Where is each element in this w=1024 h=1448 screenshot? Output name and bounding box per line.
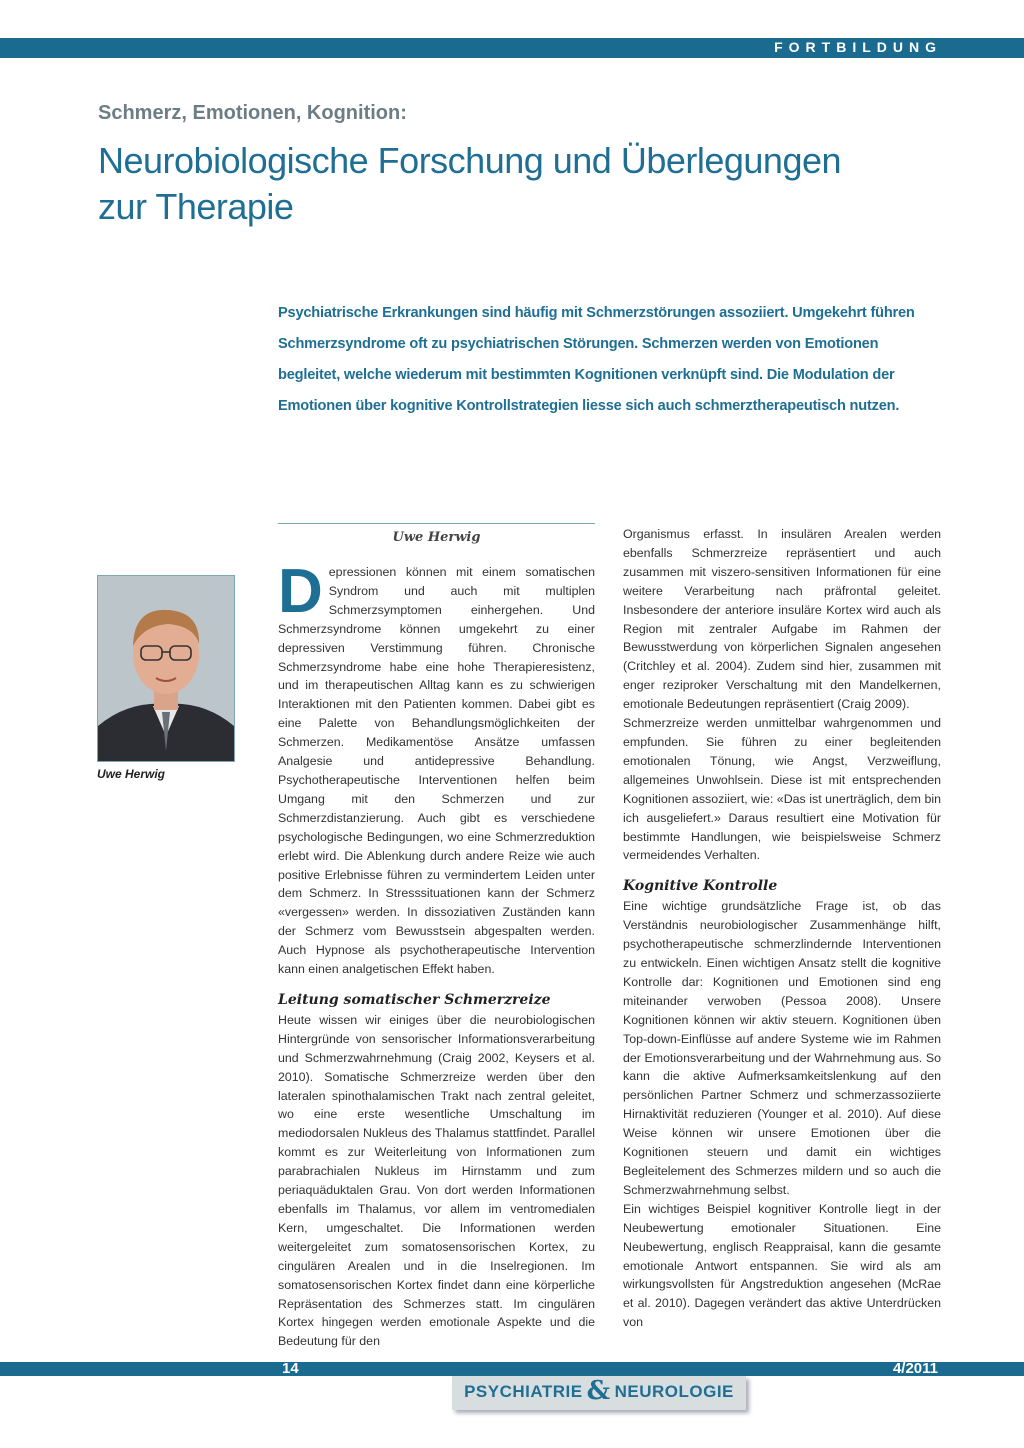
journal-logo	[452, 1376, 746, 1410]
paragraph-kontrolle: Eine wichtige grundsätzliche Frage ist, ob das Verständnis neurobiologischer Zusammenhänge hilft, psychotherapeutische schmerzlindernde Interventionen zu entwickeln. Einen wichtigen Ansatz stellt die kognitive Kontrolle dar: Kognitionen und Emotionen sind eng miteinander verwoben (Pessoa 2008). Unsere Kognitionen können wir aktiv steuern. Kognitionen üben Top-down-Einflüsse auf andere Systeme wie im Rahmen der Emotionsverarbeitung und der Wahrnehmung aus. So kann die aktive Aufmerksamkeitslenkung auf den persönlichen Partner Schmerz und schmerzassoziierte Hirnaktivität reduzieren (Younger et al. 2010). Auf diese Weise können wir unsere Emotionen über die Kognitionen steuern und damit ein wichtiges Begleitelement des Schmerzes mildern und so auch die Schmerzwahrnehmung selbst.	[623, 899, 941, 1197]
author-byline: Uwe Herwig	[392, 530, 481, 545]
article-kicker: Schmerz, Emotionen, Kognition:	[98, 102, 407, 124]
journal-name-left: PSYCHIATRIE	[464, 1382, 583, 1401]
page-number: 14	[282, 1360, 299, 1377]
paragraph-leitung: Heute wissen wir einiges über die neurobiologischen Hintergründe von sensorischer Informationsverarbeitung und Schmerzwahrnehmung (Craig 2002, Keysers et al. 2010). Somatische Schmerzreize werden über den lateralen spinothalamischen Trakt nach zentral geleitet, wo eine erste wesentliche Umschaltung im mediodorsalen Nukleus des Thalamus stattfindet. Parallel kommt es zur Weiterleitung von Informationen zum parabrachialen Nukleus im Hirnstamm und zum periaquäduktalen Grau. Von dort werden Informationen ebenfalls im Thalamus, vor allem im ventromedialen Kern, umgeschaltet. Die Informationen werden weitergeleitet zum somatosensorischen Kortex, zu cingulären Arealen und in die Inselregionen. Im somatosensorischen Kortex findet dann eine körperliche Repräsentation des Schmerzes statt. Im cingulären Kortex hingegen werden emotionale Aspekte und die Bedeutung für den	[278, 1012, 595, 1349]
subheading-leitung: Leitung somatischer Schmerzreize	[278, 991, 551, 1008]
drop-cap: D	[278, 557, 323, 626]
photo-caption: Uwe Herwig	[97, 767, 166, 781]
intro-text: epressionen können mit einem somatischen Syndrom und auch mit multiplen Schmerzsymptomen einhergehen. Und Schmerzsyndrome können umgekehrt zu einer depressiven Verstimmung führen. Chronische Schmerzsyndrome habe eine hohe Therapieresistenz, und im therapeutischen Alltag kann es zu schwierigen Interaktionen mit den Patienten kommen. Dabei gibt es eine Palette von Behandlungsmöglichkeiten der Schmerzen. Medikamentöse Ansätze umfassen Analgesie und antidepressive Behandlung. Psychotherapeutische Interventionen helfen beim Umgang mit den Schmerzen und zur Schmerzdistanzierung. Auch gibt es verschiedene psychologische Bedingungen, wo eine Schmerzreduktion erlebt wird. Die Ablenkung durch andere Reize wie auch positive Erlebnisse führen zu vermindertem Leiden unter dem Schmerz. In Stresssituationen kann der Schmerz «vergessen» werden. In dissoziativen Zuständen kann der Schmerz vom Bewusstsein abgespalten werden. Auch Hypnose als psychotherapeutische Intervention kann einen analgetischen Effekt haben.	[278, 565, 595, 977]
byline-divider	[278, 523, 595, 524]
article-title	[98, 138, 958, 230]
section-label: FORTBILDUNG	[774, 39, 942, 55]
article-lead: Psychiatrische Erkrankungen sind häufig mit Schmerzstörungen assoziiert. Umgekehrt führen Schmerzsyndrome oft zu psychiatrischen Störungen. Schmerzen werden von Emotionen begleitet, welche wiederum mit bestimmten Kognitionen verknüpft sind. Die Modulation der Emotionen über kognitive Kontrollstrategien liesse sich auch schmerztherapeutisch nutzen.	[278, 305, 915, 414]
subheading-kognitive-kontrolle: Kognitive Kontrolle	[623, 878, 778, 895]
paragraph-schmerzreize: Schmerzreize werden unmittelbar wahrgenommen und empfunden. Sie führen zu einer begleitenden emotionalen Tönung, wie Angst, Verzweiflung, allgemeines Unwohlsein. Diese ist mit entsprechenden Kognitionen assoziiert, wie: «Das ist unerträglich, dem bin ich ausgeliefert.» Daraus resultiert eine Motivation für bestimmte Handlungen, wie beispielsweise Schmerz vermeidendes Verhalten.	[623, 716, 941, 863]
paragraph-neubewertung: Ein wichtiges Beispiel kognitiver Kontrolle liegt in der Neubewertung emotionaler Situationen. Eine Neubewertung, englisch Reappraisal, kann die gesamte emotionale Antwort entspannen. Sie wird als am wirkungsvollsten für Angstreduktion angesehen (McRae et al. 2010). Dagegen verändert das aktive Unterdrücken von	[623, 1201, 941, 1330]
title-line-1: Neurobiologische Forschung und Überlegungen	[98, 140, 842, 181]
journal-name-right: NEUROLOGIE	[614, 1382, 734, 1401]
header-bar	[0, 38, 1024, 58]
paragraph-intro	[278, 557, 595, 979]
portrait-image	[98, 576, 234, 761]
paragraph-organismus: Organismus erfasst. In insulären Arealen werden ebenfalls Schmerzreize repräsentiert und auch zusammen mit viszero-sensitiven Informationen für eine weitere Verarbeitung nach präfrontal geleitet. Insbesondere der anteriore insuläre Kortex wird auch als Region mit zentraler Aufgabe im Rahmen der Bewusstwerdung von körperlichen Signalen angesehen (Critchley et al. 2004). Zudem sind hier, zusammen mit enger reziproker Verschaltung mit den Mandelkernen, emotionale Bedeutungen repräsentiert (Craig 2009).	[623, 527, 941, 712]
footer-bar	[0, 1362, 1024, 1376]
author-photo	[97, 575, 235, 762]
title-line-2: zur Therapie	[98, 186, 294, 227]
journal-ampersand: &	[586, 1376, 611, 1406]
column-2	[623, 525, 941, 1332]
column-1	[278, 557, 595, 1351]
issue-number: 4/2011	[892, 1360, 938, 1377]
